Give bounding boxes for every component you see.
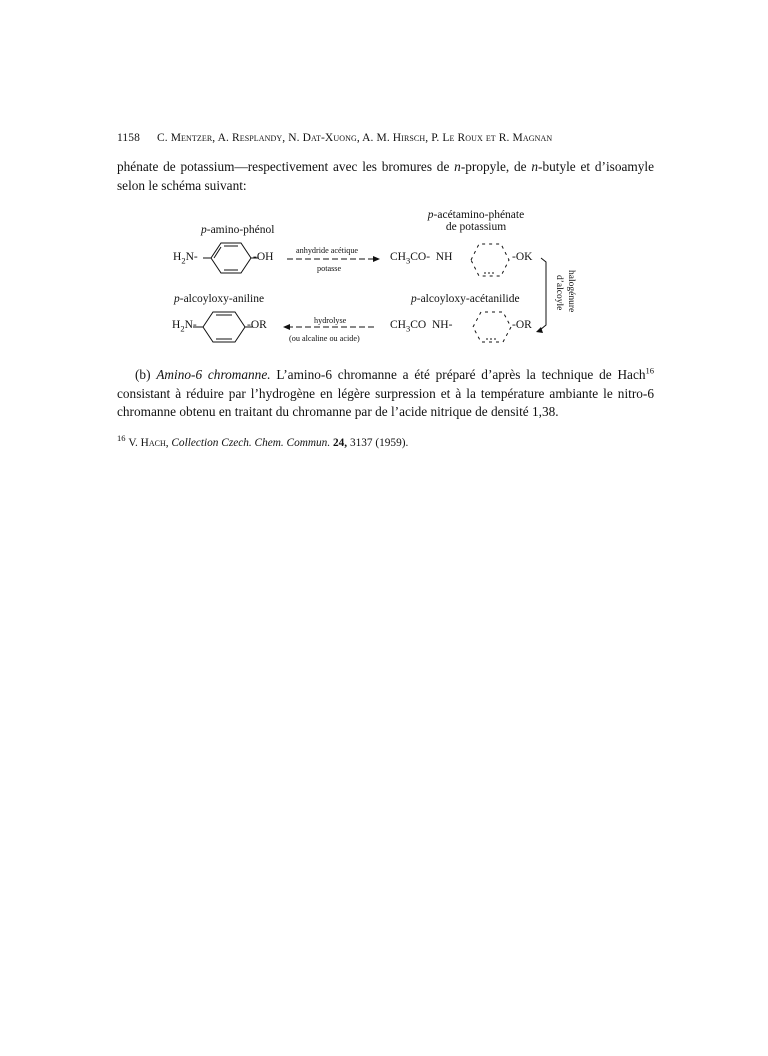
h-atom: H <box>173 251 182 263</box>
label-acetamino-phenate <box>411 209 541 233</box>
label-aminophenol <box>201 224 274 236</box>
intro-text-c: -butyle et d’isoamyle selon le schéma suivant: <box>117 159 654 193</box>
benzene-ring-1 <box>211 243 251 273</box>
section-b-text-b: consistant à réduire par l’hydrogène en légère surpression et à la température ambiante le nitro-6 chromanne obtenu en traitant du chromanne par de l’acide nitrique de densité 1,38. <box>117 385 654 419</box>
formula-ok: -OK <box>512 251 533 263</box>
reagent-anhydride: anhydride acétique <box>296 246 359 255</box>
para-prefix: p <box>174 293 180 305</box>
acetamino-line2: de potassium <box>445 221 507 233</box>
header-authors: C. Mentzer, A. Resplandy, N. Dat-Xuong, A. M. Hirsch, P. Le Roux et R. Magnan <box>156 132 553 144</box>
para-prefix: p <box>411 293 417 305</box>
footnote-journal: Collection Czech. Chem. Commun. <box>171 437 331 449</box>
alcoyloxy-aniline-name: -alcoyloxy-aniline <box>179 293 265 305</box>
acetamino-line1 <box>411 209 541 221</box>
reference-marker: 16 <box>645 365 654 376</box>
intro-n1: n <box>454 159 461 174</box>
aminophenol-name: -amino-phénol <box>206 224 275 236</box>
intro-text-a: phénate de potassium—respectivement avec les bromures de <box>117 159 455 174</box>
side-label-halogenure: halogénure <box>566 270 576 313</box>
subscript: 3 <box>405 323 411 334</box>
footnote-volume: 24, <box>333 437 348 449</box>
label-alcoyloxy-acetanilide <box>411 293 520 305</box>
formula-oh: -OH <box>253 251 274 263</box>
h-atom: H <box>172 319 181 331</box>
reagent-hydrolyse: hydrolyse <box>314 316 347 325</box>
subscript: 2 <box>181 255 186 266</box>
footnote <box>117 433 409 449</box>
intro-n2: n <box>531 159 539 174</box>
acetyl-rest: CO- NH <box>410 251 453 263</box>
footnote-number: 16 <box>117 433 126 444</box>
ch-group: CH <box>390 319 406 331</box>
formula-h2n-2 <box>172 319 197 334</box>
page-number: 1158 <box>117 132 140 144</box>
side-label-alcoyle: d’alcoyle <box>554 275 564 311</box>
label-alcoyloxy-aniline <box>174 293 264 305</box>
n-atom: N- <box>185 251 198 263</box>
benzene-ring-2 <box>203 312 245 342</box>
formula-or-left: -OR <box>247 319 267 331</box>
alkylation-bracket <box>540 258 546 330</box>
subscript: 2 <box>180 323 185 334</box>
section-b-paragraph <box>117 366 654 422</box>
subscript: 3 <box>405 255 411 266</box>
benzene-ring-3 <box>471 244 509 276</box>
alcoyloxy-acetanilide-name: -alcoyloxy-acétanilide <box>416 293 520 305</box>
n-atom: N- <box>184 319 197 331</box>
formula-or-right: -OR <box>512 319 532 331</box>
intro-text-b: -propyle, de <box>460 159 532 174</box>
footnote-pages: 3137 (1959). <box>349 437 409 449</box>
acetyl-rest: CO NH- <box>410 319 453 331</box>
reagent-potasse: potasse <box>317 264 342 273</box>
footnote-author: V. Hach, <box>128 437 169 449</box>
acetamino-line1-text: -acétamino-phénate <box>433 209 525 221</box>
para-prefix: p <box>201 224 207 236</box>
section-b-text-a: L’amino-6 chromanne a été préparé d’après la technique de Hach <box>270 367 646 382</box>
formula-acetyl-1 <box>390 251 453 266</box>
formula-acetyl-2 <box>390 319 453 334</box>
formula-h2n-1 <box>173 251 198 266</box>
reagent-alcaline-acide: (ou alcaline ou acide) <box>289 334 360 343</box>
ch-group: CH <box>390 251 406 263</box>
section-b-label: (b) <box>135 367 151 382</box>
section-b-title: Amino-6 chromanne. <box>156 367 271 382</box>
benzene-ring-4 <box>473 312 511 342</box>
para-prefix: p <box>427 209 434 221</box>
